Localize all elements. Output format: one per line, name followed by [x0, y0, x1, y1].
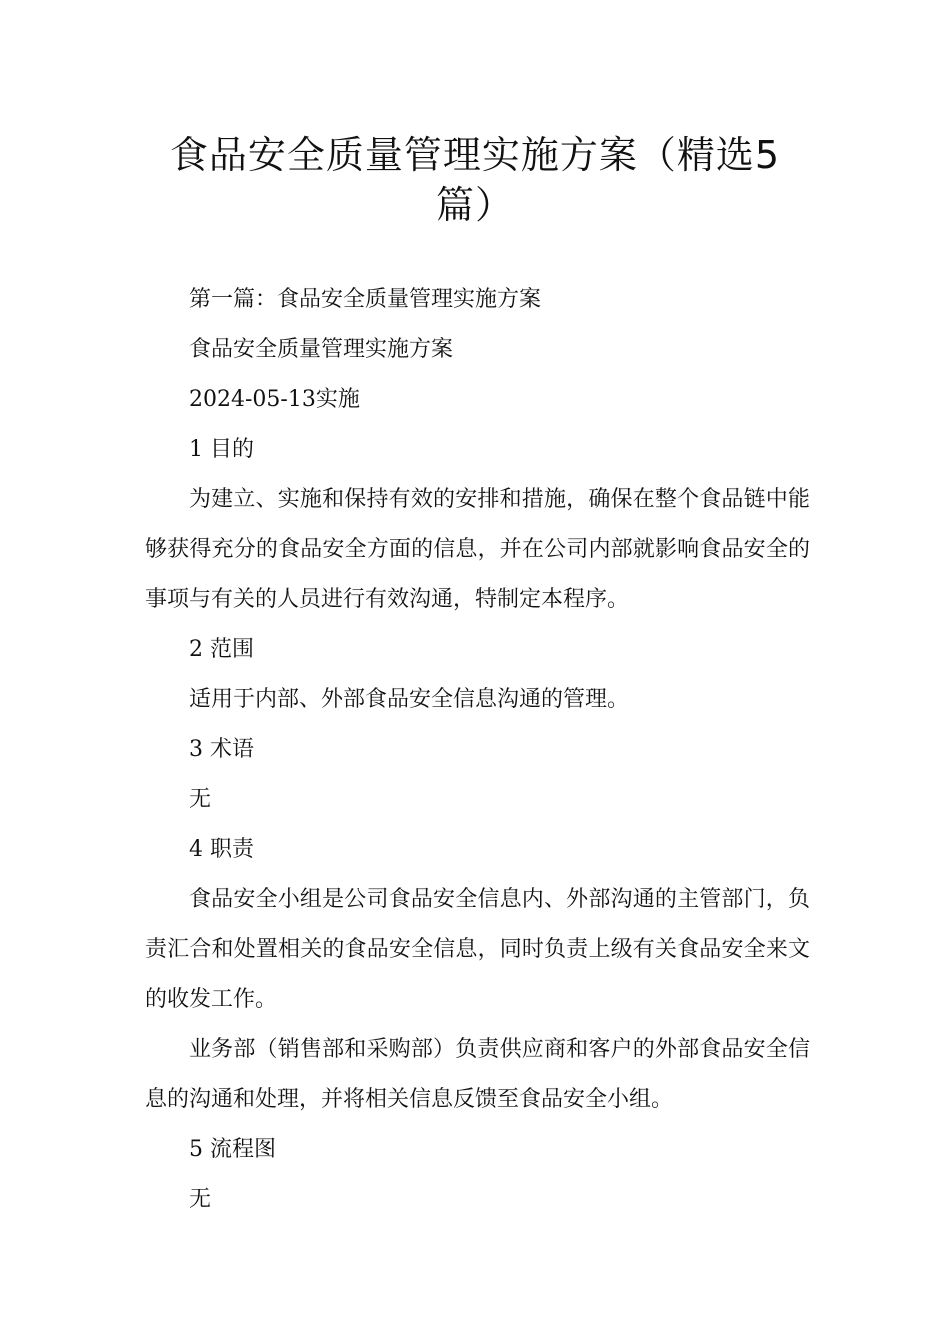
effective-date: 2024-05-13实施 — [189, 387, 360, 412]
heading-responsibilities: 4 职责 — [189, 837, 254, 862]
heading-purpose: 1 目的 — [189, 437, 254, 462]
document-title: 食品安全质量管理实施方案（精选5篇） — [169, 133, 781, 227]
paragraph-purpose: 为建立、实施和保持有效的安排和措施，确保在整个食品链中能够获得充分的食品安全方面的信息，并在公司内部就影响食品安全的事项与有关的人员进行有效沟通，特制定本程序。 — [145, 487, 810, 612]
document-body — [145, 275, 810, 1225]
subtitle: 食品安全质量管理实施方案 — [189, 337, 454, 362]
paragraph-scope: 适用于内部、外部食品安全信息沟通的管理。 — [189, 687, 630, 712]
paragraph-responsibilities-1: 食品安全小组是公司食品安全信息内、外部沟通的主管部门，负责汇合和处置相关的食品安全信息，同时负责上级有关食品安全来文的收发工作。 — [145, 887, 810, 1012]
heading-terms: 3 术语 — [189, 737, 254, 762]
heading-scope: 2 范围 — [189, 637, 254, 662]
heading-flowchart: 5 流程图 — [189, 1137, 276, 1162]
paragraph-responsibilities-2: 业务部（销售部和采购部）负责供应商和客户的外部食品安全信息的沟通和处理，并将相关信息反馈至食品安全小组。 — [145, 1037, 810, 1112]
paragraph-flowchart: 无 — [189, 1187, 212, 1212]
section-heading: 第一篇：食品安全质量管理实施方案 — [189, 287, 542, 312]
paragraph-terms: 无 — [189, 787, 212, 812]
